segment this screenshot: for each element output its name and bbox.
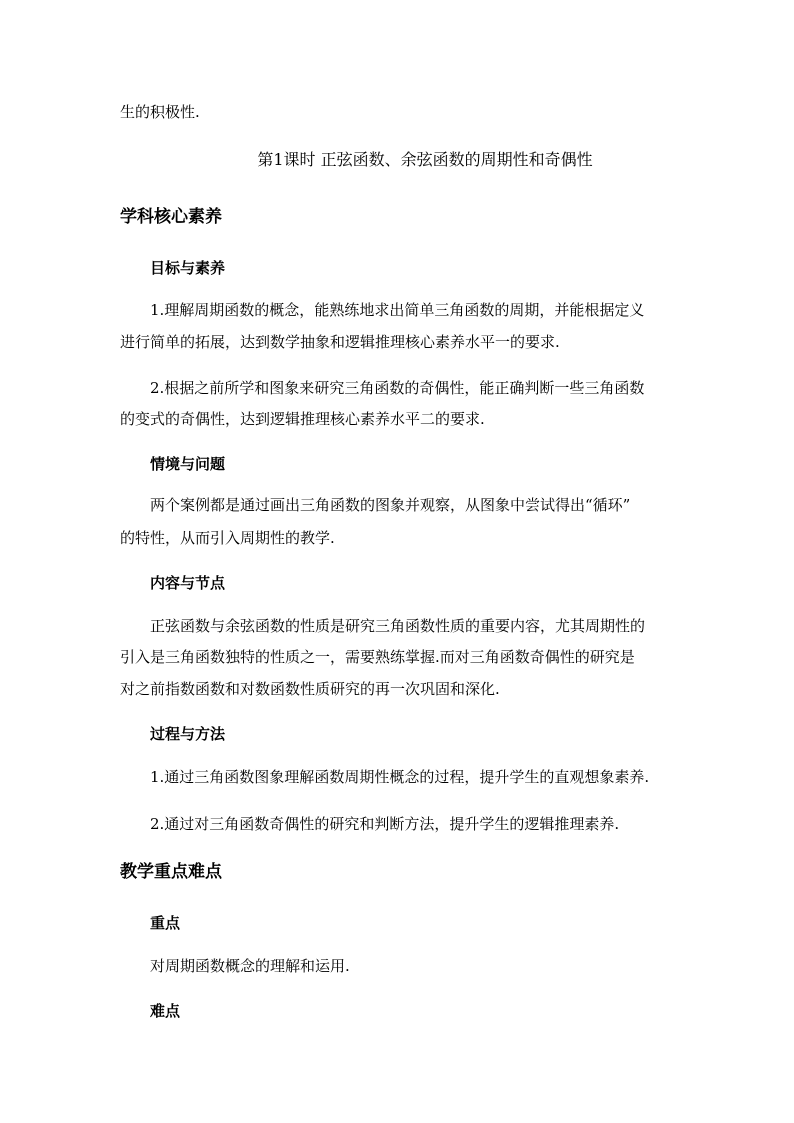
section-heading-key-points: 教学重点难点 xyxy=(120,862,222,882)
subheading-process: 过程与方法 xyxy=(150,725,226,743)
goals-paragraph-2-line-2: 的变式的奇偶性，达到逻辑推理核心素养水平二的要求. xyxy=(120,410,485,428)
lesson-title: 第1课时 正弦函数、余弦函数的周期性和奇偶性 xyxy=(257,150,593,169)
content-paragraph-line-3: 对之前指数函数和对数函数性质研究的再一次巩固和深化. xyxy=(120,680,500,698)
subheading-difficulty: 难点 xyxy=(150,1002,181,1020)
subheading-situation: 情境与问题 xyxy=(150,455,226,473)
goals-paragraph-2-line-1: 2.根据之前所学和图象来研究三角函数的奇偶性，能正确判断一些三角函数 xyxy=(150,379,645,397)
content-paragraph-line-2: 引入是三角函数独特的性质之一，需要熟练掌握.而对三角函数奇偶性的研究是 xyxy=(120,648,635,666)
key-point-text: 对周期函数概念的理解和运用. xyxy=(150,957,350,975)
intro-tail-text: 生的积极性. xyxy=(120,103,200,121)
process-item-1: 1.通过三角函数图象理解函数周期性概念的过程，提升学生的直观想象素养. xyxy=(150,768,650,786)
subheading-goals: 目标与素养 xyxy=(150,259,226,277)
situation-paragraph-line-2: 的特性，从而引入周期性的教学. xyxy=(120,529,335,547)
goals-paragraph-1-line-1: 1.理解周期函数的概念，能熟练地求出简单三角函数的周期，并能根据定义 xyxy=(150,301,645,319)
content-paragraph-line-1: 正弦函数与余弦函数的性质是研究三角函数性质的重要内容，尤其周期性的 xyxy=(150,617,646,635)
subheading-content: 内容与节点 xyxy=(150,574,226,592)
situation-paragraph-line-1: 两个案例都是通过画出三角函数的图象并观察，从图象中尝试得出“循环” xyxy=(150,496,631,514)
process-item-2: 2.通过对三角函数奇偶性的研究和判断方法，提升学生的逻辑推理素养. xyxy=(150,815,620,833)
goals-paragraph-1-line-2: 进行简单的拓展，达到数学抽象和逻辑推理核心素养水平一的要求. xyxy=(120,333,560,351)
section-heading-core-literacy: 学科核心素养 xyxy=(120,207,222,227)
subheading-key: 重点 xyxy=(150,914,181,932)
